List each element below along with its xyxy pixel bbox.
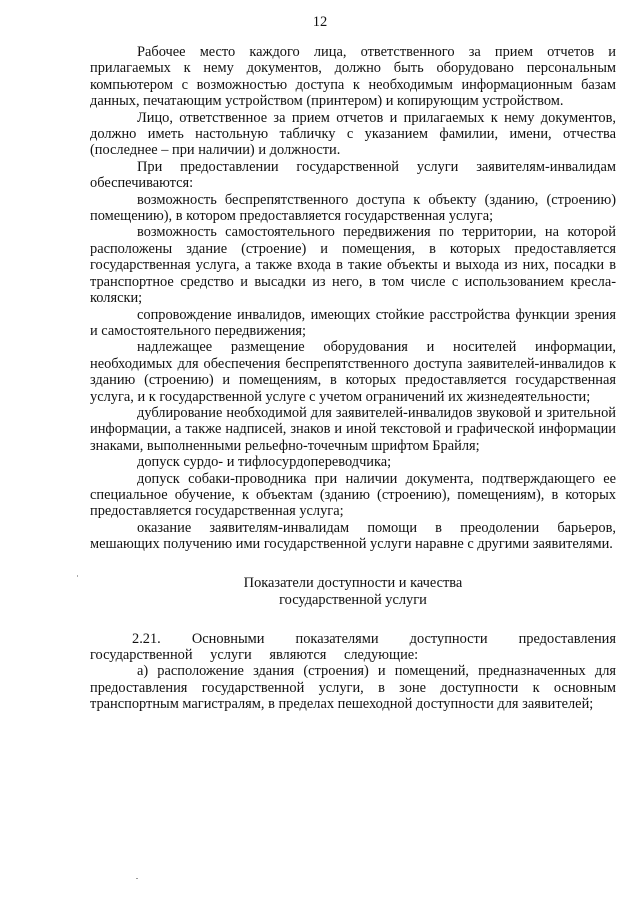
paragraph-nameplate: Лицо, ответственное за прием отчетов и прилагаемых к нему документов, должно иметь настольную табличку с указанием фамилии, имени, отчества (последнее – при наличии) и должности.: [90, 109, 616, 159]
paragraph-item-a: а) расположение здания (строения) и помещений, предназначенных для предоставления государственной услуги, в зоне доступности к основным транспортным магистралям, в пределах пешеходной доступности для заявителей;: [90, 663, 616, 713]
paragraph-movement: возможность самостоятельного передвижения по территории, на которой расположены здание (строение) и помещения, в которых предоставляется государственная услуга, а также входа в такие объекты и выхода из них, посадки в транспортное средство и высадки из него, в том числе с использованием кресла-коляски;: [90, 224, 616, 307]
paragraph-duplication: дублирование необходимой для заявителей-инвалидов звуковой и зрительной информации, а также надписей, знаков и иной текстовой и графической информации знаками, выполненными рельефно-точечным шрифтом Брайля;: [90, 404, 616, 454]
paragraph-escort: сопровождение инвалидов, имеющих стойкие расстройства функции зрения и самостоятельного передвижения;: [90, 306, 616, 339]
section-heading-line-2: государственной услуги: [279, 591, 427, 608]
scan-speck: [136, 878, 138, 879]
paragraph-equipment: надлежащее размещение оборудования и носителей информации, необходимых для обеспечения беспрепятственного доступа заявителей-инвалидов к зданию (строению) и помещениям, в которых предоставляется государственная услуга, и к государственной услуге с учетом ограничений их жизнедеятельности;: [90, 339, 616, 405]
paragraph-interpreter: допуск сурдо- и тифлосурдопереводчика;: [137, 454, 392, 471]
scan-speck: [77, 575, 78, 577]
paragraph-2-21: 2.21. Основными показателями доступности предоставления государственной услуги являются следующие:: [90, 630, 616, 663]
paragraph-assistance: оказание заявителям-инвалидам помощи в преодолении барьеров, мешающих получению ими государственной услуги наравне с другими заявителями.: [90, 519, 616, 553]
paragraph-guide-dog: допуск собаки-проводника при наличии документа, подтверждающего ее специальное обучение, к объектам (зданию (строению), помещениям), в которых предоставляется государственная услуга;: [90, 470, 616, 520]
document-body: [90, 44, 616, 713]
section-heading: [90, 575, 616, 609]
paragraph-access-object: возможность беспрепятственного доступа к объекту (зданию, (строению) помещению), в котором предоставляется государственная услуга;: [90, 191, 616, 225]
paragraph-disabled-intro: При предоставлении государственной услуги заявителям-инвалидам обеспечиваются:: [90, 158, 616, 192]
section-heading-line-1: Показатели доступности и качества: [243, 574, 463, 591]
paragraph-workplace: Рабочее место каждого лица, ответственного за прием отчетов и прилагаемых к нему документов, должно быть оборудовано персональным компьютером с возможностью доступа к необходимым информационным базам данных, печатающим устройством (принтером) и копирующим устройством.: [90, 44, 616, 110]
page-number: 12: [312, 14, 328, 30]
